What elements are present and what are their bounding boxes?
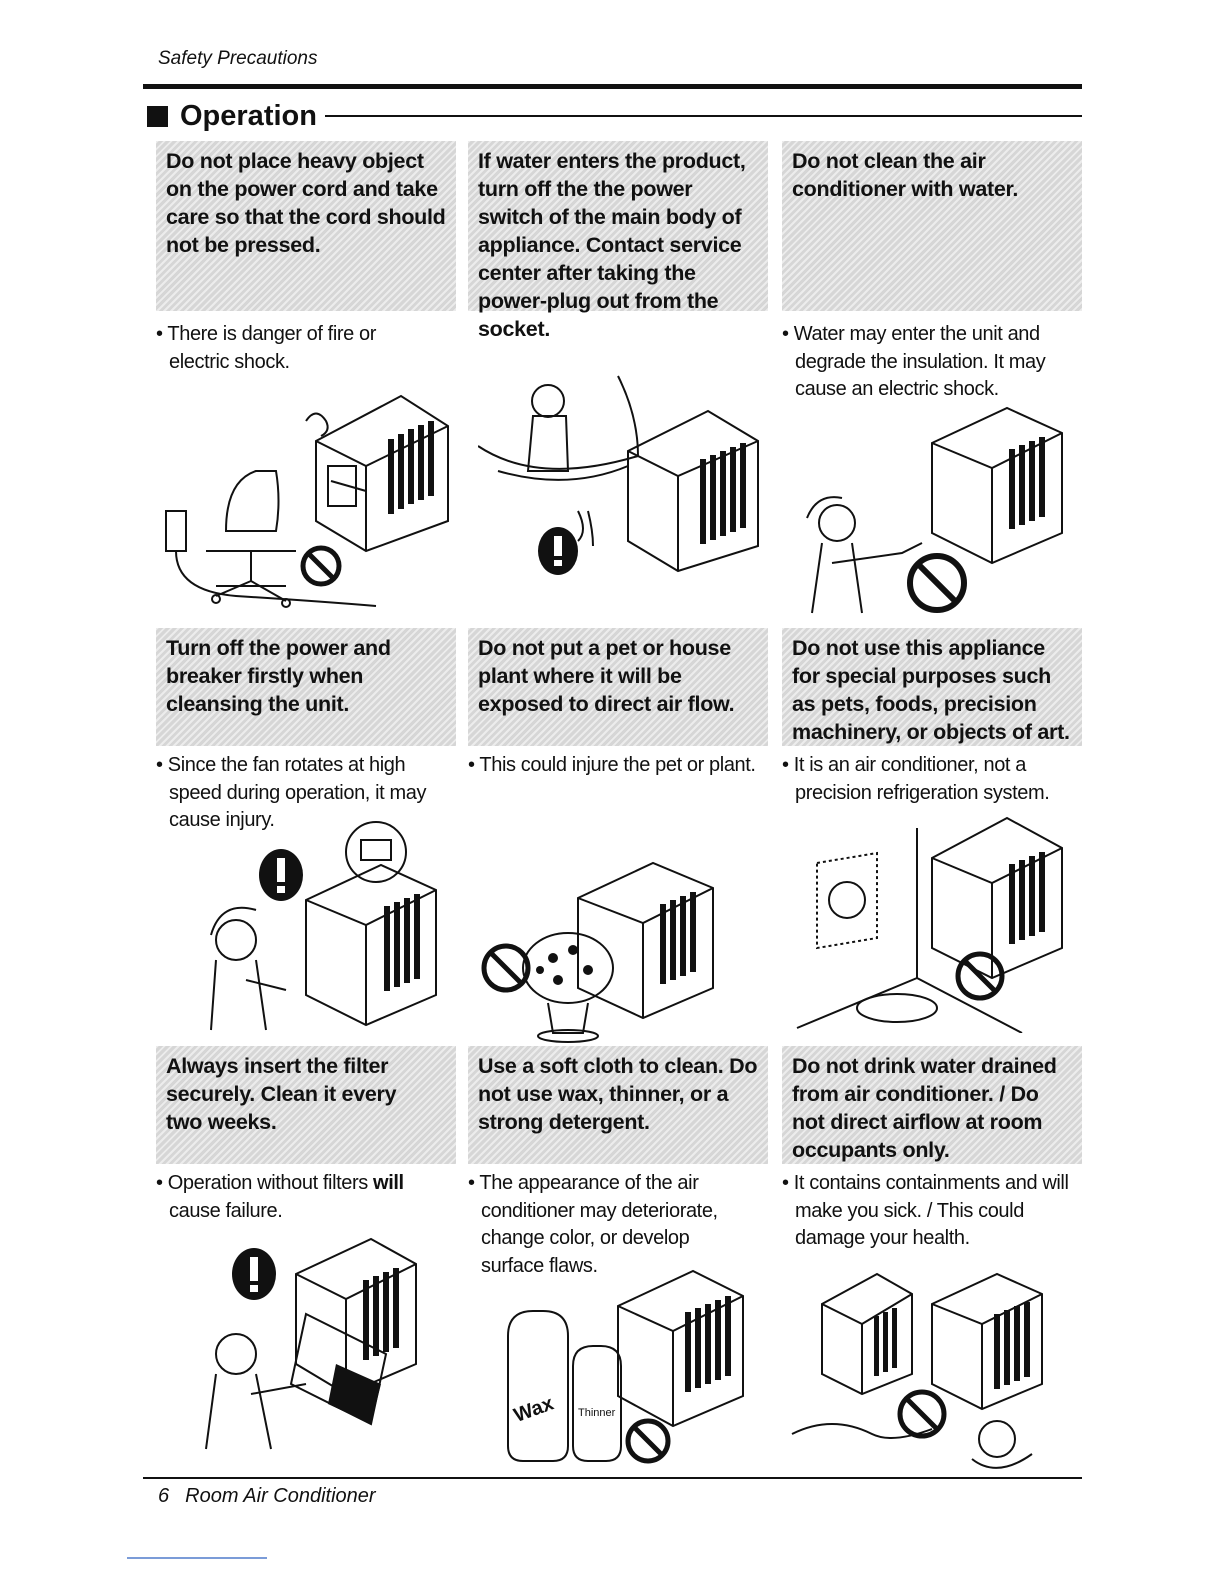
note-body-start: Operation without filters bbox=[167, 1172, 374, 1194]
header-rule bbox=[143, 84, 1082, 89]
note-body: The appearance of the air conditioner may deteriorate, change color, or develop surface flaws. bbox=[479, 1172, 718, 1277]
note-text: • This could injure the pet or plant. bbox=[468, 754, 756, 776]
warning-box bbox=[156, 141, 456, 311]
note-emphasis: will bbox=[373, 1172, 404, 1194]
warning-box bbox=[782, 141, 1082, 311]
page-number: 6 bbox=[158, 1485, 170, 1507]
note-body: Since the fan rotates at high speed during operation, it may cause injury. bbox=[167, 754, 427, 831]
mandatory-icon bbox=[232, 1248, 276, 1300]
illustration-fan-injury bbox=[156, 820, 456, 1045]
stray-underline-mark bbox=[127, 1557, 267, 1559]
note-text: • It is an air conditioner, not a precision refrigeration system. bbox=[782, 754, 1050, 804]
thinner-bottle-label: Thinner bbox=[578, 1407, 616, 1419]
prohibition-icon bbox=[628, 1421, 668, 1461]
note-text: • There is danger of fire or electric shock. bbox=[156, 323, 377, 373]
footer-product-name: Room Air Conditioner bbox=[185, 1485, 376, 1507]
warning-text: Do not clean the air conditioner with water. bbox=[792, 149, 1019, 201]
note-body: Water may enter the unit and degrade the insulation. It may cause an electric shock. bbox=[793, 323, 1046, 400]
mandatory-icon bbox=[538, 527, 578, 575]
running-header: Safety Precautions bbox=[158, 48, 318, 69]
note-text: • Since the fan rotates at high speed during operation, it may cause injury. bbox=[156, 754, 427, 831]
page-footer bbox=[158, 1485, 376, 1508]
illustration-wax-thinner bbox=[478, 1266, 768, 1466]
footer-rule bbox=[143, 1477, 1082, 1479]
note-body: This could injure the pet or plant. bbox=[479, 754, 756, 776]
warning-box bbox=[468, 1046, 768, 1164]
prohibition-icon bbox=[910, 556, 964, 610]
section-title-rule bbox=[325, 115, 1082, 117]
warning-text: Do not place heavy object on the power cord and take care so that the cord should not be pressed. bbox=[166, 149, 446, 257]
warning-box bbox=[156, 628, 456, 746]
warning-text: Do not use this appliance for special purposes such as pets, foods, precision machinery, or objects of art. bbox=[792, 636, 1070, 744]
warning-box bbox=[156, 1046, 456, 1164]
warning-box bbox=[468, 628, 768, 746]
illustration-spraying-water bbox=[792, 403, 1082, 628]
prohibition-icon bbox=[900, 1392, 944, 1436]
warning-text: Always insert the filter securely. Clean it every two weeks. bbox=[166, 1054, 397, 1134]
illustration-plant-airflow bbox=[478, 858, 768, 1048]
warning-box bbox=[782, 628, 1082, 746]
note-body: It is an air conditioner, not a precision refrigeration system. bbox=[793, 754, 1050, 804]
section-title: Operation bbox=[180, 99, 317, 132]
note-text: • It contains containments and will make you sick. / This could damage your health. bbox=[782, 1172, 1069, 1249]
warning-text: Do not put a pet or house plant where it will be exposed to direct air flow. bbox=[478, 636, 735, 716]
mandatory-icon bbox=[259, 849, 303, 901]
prohibition-icon bbox=[484, 946, 528, 990]
warning-text: Use a soft cloth to clean. Do not use wax, thinner, or a strong detergent. bbox=[478, 1054, 758, 1134]
illustration-precision-items bbox=[792, 808, 1082, 1033]
warning-text: Do not drink water drained from air conditioner. / Do not direct airflow at room occupants only. bbox=[792, 1054, 1057, 1162]
illustration-drain-water bbox=[782, 1264, 1082, 1474]
note-body: It contains containments and will make you sick. / This could damage your health. bbox=[793, 1172, 1069, 1249]
section-bullet-icon bbox=[147, 106, 168, 127]
warning-text: If water enters the product, turn off the the power switch of the main body of appliance. Contact service center after taking the power-plug out from the socket. bbox=[478, 149, 746, 341]
illustration-phone-service-call bbox=[478, 371, 768, 621]
note-body: There is danger of fire or electric shock. bbox=[167, 323, 377, 373]
warning-text: Turn off the power and breaker firstly when cleansing the unit. bbox=[166, 636, 391, 716]
warning-box bbox=[468, 141, 768, 341]
section-heading bbox=[143, 96, 1082, 136]
note-text: • Operation without filters will cause failure. bbox=[156, 1172, 404, 1222]
note-text: • Water may enter the unit and degrade the insulation. It may cause an electric shock. bbox=[782, 323, 1046, 400]
warning-box bbox=[782, 1046, 1082, 1164]
note-text: • The appearance of the air conditioner may deteriorate, change color, or develop surface flaws. bbox=[468, 1172, 718, 1277]
note-body-end: cause failure. bbox=[169, 1199, 283, 1222]
prohibition-icon bbox=[303, 548, 339, 584]
illustration-chair-on-cord bbox=[156, 371, 456, 621]
wax-bottle-label: Wax bbox=[511, 1392, 557, 1427]
illustration-insert-filter bbox=[156, 1234, 456, 1464]
